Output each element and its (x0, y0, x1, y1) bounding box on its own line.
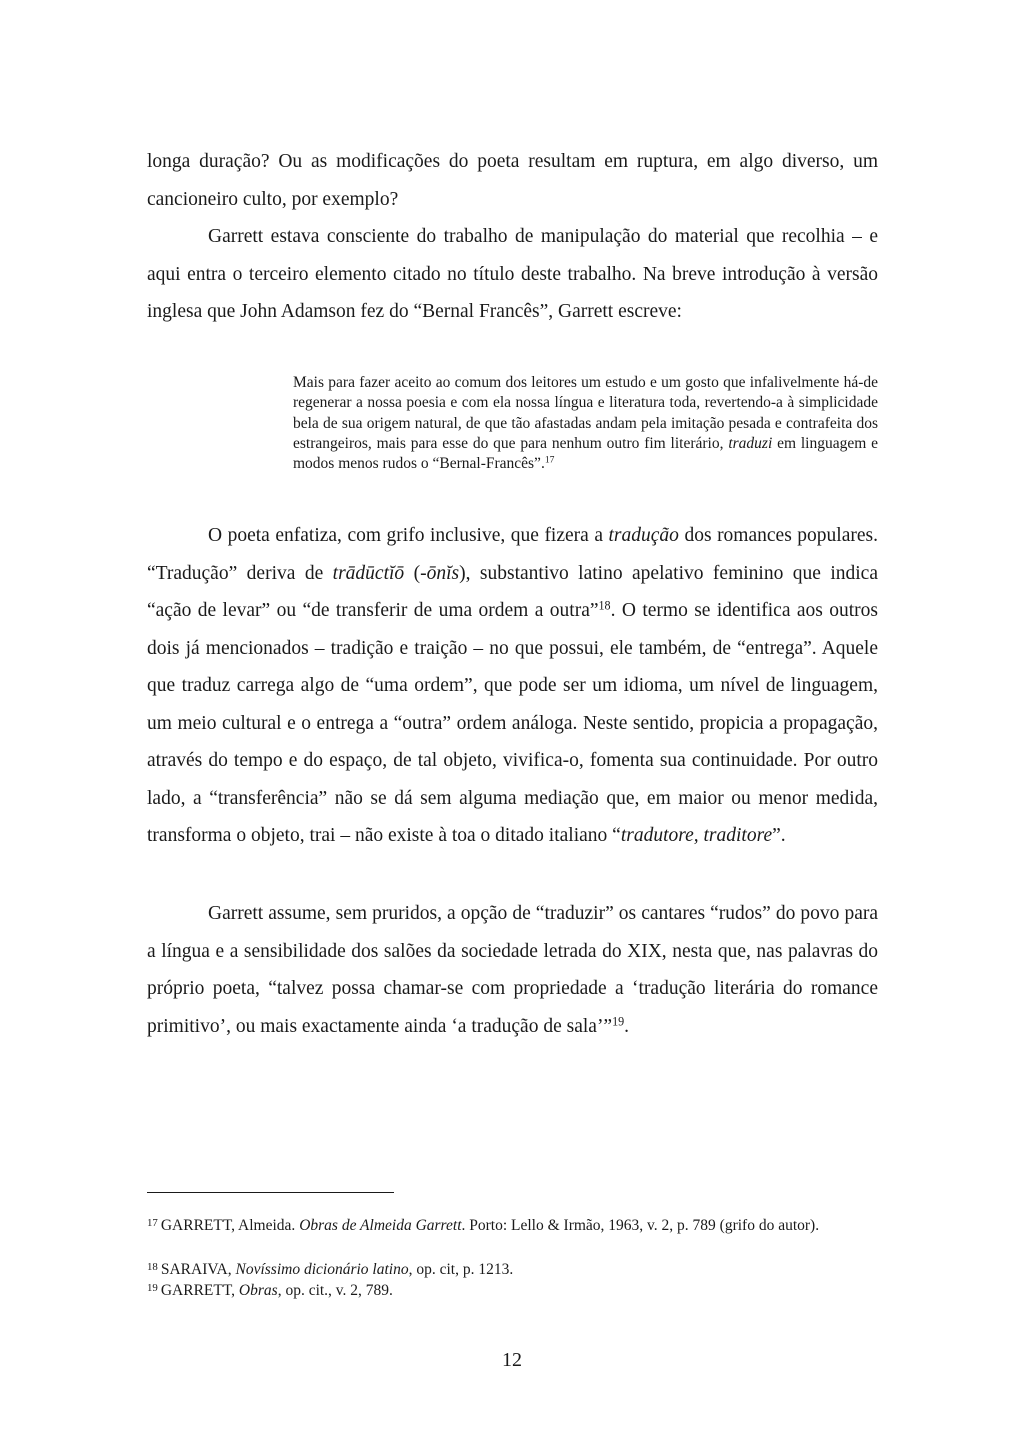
paragraph-garrett-assume (147, 895, 878, 1045)
footnote-ref[interactable]: 17 (544, 454, 555, 466)
text-run: Mais para fazer aceito ao comum dos leitores um estudo e um gosto que infalivelmente há-de regenerar a nossa poesia e com ela nossa língua e literatura toda, revertendo-a à simplicidade bela de sua origem natural, de que tão afastadas andam pela imitação pesada e contrafeita dos estrangeiros, mais para esse do que para nenhum outro fim literário, (293, 374, 878, 452)
text-run: GARRETT, (160, 1282, 239, 1299)
paragraph-poeta-enfatiza (147, 517, 878, 855)
footnote-separator (147, 1192, 394, 1193)
text-run: O poeta enfatiza, com grifo inclusive, que fizera a (208, 525, 609, 546)
emphasis: Obras de Almeida Garrett (299, 1217, 462, 1234)
text-run: Garrett assume, sem pruridos, a opção de “traduzir” os cantares “rudos” do povo para a língua e a sensibilidade dos salões da sociedade letrada do XIX, nesta que, nas palavras do próprio poeta, “talvez possa chamar-se com propriedade a ‘tradução literária do romance primitivo’, ou mais exactamente ainda ‘a tradução de sala’” (147, 903, 878, 1037)
text-run: SARAIVA, (160, 1261, 236, 1278)
text-run: . (624, 1015, 630, 1037)
text-run: . Porto: Lello & Irmão, 1963, v. 2, p. 789 (grifo do autor). (461, 1217, 820, 1234)
paragraph-continuation (147, 143, 878, 218)
text-run: Garrett estava consciente do trabalho de manipulação do material que recolhia – e aqui entra o terceiro elemento citado no título deste trabalho. Na breve introdução à versão inglesa que John Adamson fez do “Bernal Francês”, Garrett escreve: (147, 226, 878, 322)
emphasis: tradução (608, 525, 679, 546)
emphasis: tradutore, traditore (620, 825, 773, 846)
emphasis: -ōnĭs (420, 562, 460, 584)
text-run: ), substantivo latino apelativo feminino que indica “ação de levar” ou “de transferir de uma ordem a outra” (147, 562, 878, 621)
text-run: em linguagem e modos menos rudos o “Bernal-Francês”. (293, 434, 878, 473)
text-run: ( (404, 562, 421, 584)
block-quote (293, 373, 878, 474)
text-run: GARRETT, Almeida. (160, 1217, 300, 1234)
emphasis: traduzi (728, 434, 773, 452)
text-run: ”. (772, 825, 786, 846)
emphasis: Novíssimo dicionário latino (235, 1261, 409, 1278)
text-run: , op. cit, p. 1213. (408, 1261, 514, 1278)
text-run: , op. cit., v. 2, 789. (277, 1282, 393, 1299)
footnote-17 (147, 1215, 878, 1236)
text-run: . O termo se identifica aos outros dois já mencionados – tradição e traição – no que possui, ele também, de “entrega”. Aquele que traduz carrega algo de “uma ordem”, que pode ser um idioma, um nível de linguagem, um meio cultural e o entrega a “outra” ordem análoga. Neste sentido, propicia a propagação, através do tempo e do espaço, de tal objeto, vivifica-o, fomenta sua continuidade. Por outro lado, a “transferência” não se dá sem alguma mediação que, em maior ou menor medida, transforma o objeto, trai – não existe à toa o ditado italiano “ (147, 600, 879, 846)
footnote-ref[interactable]: 18 (598, 598, 611, 613)
paragraph-garrett-consciente (147, 218, 878, 331)
text-run: dos romances populares. “Tradução” deriva de (147, 525, 878, 584)
page-number: 12 (502, 1349, 522, 1371)
footnote-number: 18 (147, 1261, 158, 1274)
emphasis: Obras (238, 1282, 278, 1299)
text-run: longa duração? Ou as modificações do poeta resultam em ruptura, em algo diverso, um cancioneiro culto, por exemplo? (147, 151, 878, 210)
footnote-number: 19 (147, 1282, 158, 1295)
footnote-number: 17 (147, 1217, 158, 1230)
footnote-18 (147, 1259, 878, 1280)
footnote-ref[interactable]: 19 (612, 1013, 625, 1028)
emphasis: trādūctĭō (332, 562, 405, 584)
footnote-19 (147, 1280, 878, 1301)
